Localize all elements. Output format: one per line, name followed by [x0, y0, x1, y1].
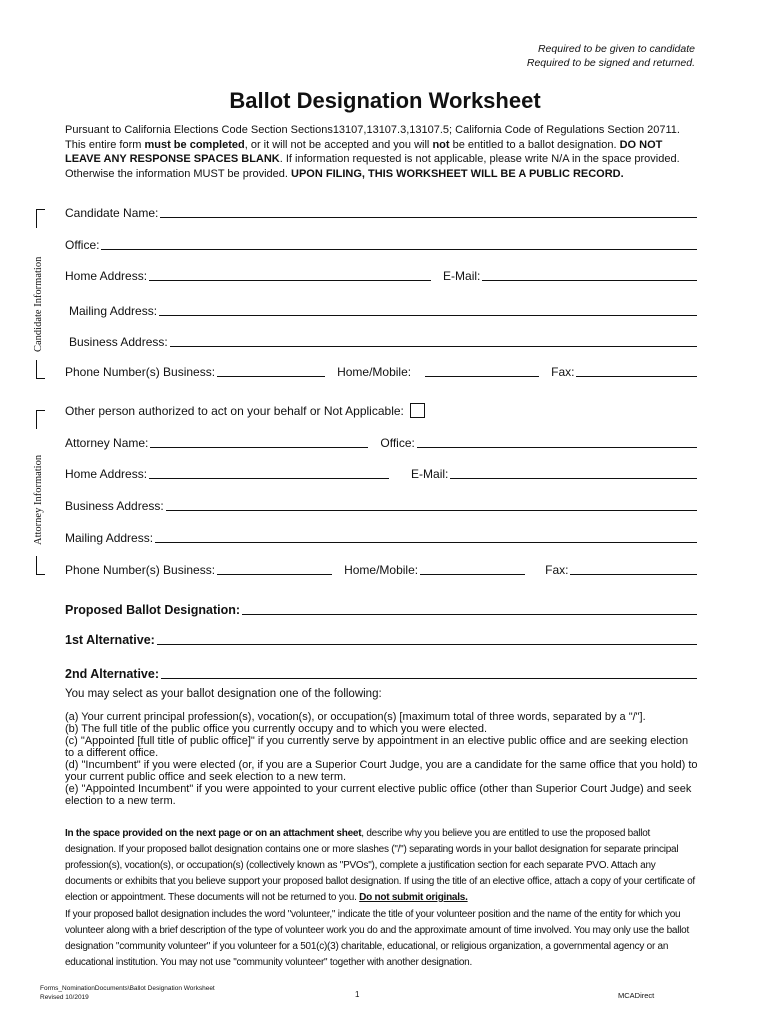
home-address-field[interactable]	[149, 279, 431, 281]
attorney-phone-business-field[interactable]	[217, 573, 332, 575]
header-note	[527, 42, 695, 70]
not-applicable-checkbox[interactable]	[410, 403, 425, 418]
options-intro: You may select as your ballot designation one of the following:	[65, 688, 382, 700]
candidate-name-row	[65, 204, 697, 220]
option-c: (c) "Appointed [full title of public office]" if you currently serve by appointment in an elective public office and are seeking election to a different office.	[65, 735, 689, 759]
first-alternative-row	[65, 631, 697, 647]
attorney-mailing-address-row	[65, 529, 697, 545]
attorney-name-row	[65, 434, 697, 450]
attorney-name-field[interactable]	[150, 446, 368, 448]
header-note-line2: Required to be signed and returned.	[526, 57, 695, 69]
business-address-label: Business Address:	[69, 335, 168, 349]
candidate-bracket-top	[36, 209, 45, 228]
first-alternative-label: 1st Alternative:	[65, 633, 155, 647]
other-person-row	[65, 402, 697, 418]
options-list	[65, 711, 700, 807]
proposed-designation-label: Proposed Ballot Designation:	[65, 603, 241, 617]
attorney-bracket-bottom	[36, 556, 45, 575]
office-label: Office:	[65, 238, 100, 252]
do-not-submit-originals: Do not submit originals.	[359, 892, 468, 903]
candidate-name-field[interactable]	[160, 216, 697, 218]
email-field[interactable]	[482, 279, 697, 281]
option-a: (a) Your current principal profession(s), vocation(s), or occupation(s) [maximum total of three words, separated by a "/"].	[65, 711, 646, 723]
office-row	[65, 236, 697, 252]
justification-paragraph: In the space provided on the next page or on an attachment sheet, describe why you believe you are entitled to use the proposed ballot designation. If your proposed ballot designation contains one or more slashes ("/") separating words in your ballot designation for separate principal profession(s), vocation(s), or occupation(s) (collectively known as "PVOs"), complete a justification section for each separate PVO. Attach any documents or exhibits that you believe support your proposed ballot designation. If using the title of an elective office, attach a copy of your certificate of election or appointment. These documents will not be returned to you. Do not submit originals.	[65, 828, 695, 903]
attorney-mailing-address-label: Mailing Address:	[65, 531, 154, 545]
justification-lead: In the space provided on the next page or on an attachment sheet	[65, 828, 362, 839]
page-number: 1	[355, 990, 360, 999]
attorney-business-address-field[interactable]	[166, 509, 697, 511]
attorney-home-mobile-field[interactable]	[420, 573, 525, 575]
second-alternative-label: 2nd Alternative:	[65, 667, 160, 681]
option-d: (d) "Incumbent" if you were elected (or, if you are a Superior Court Judge, you are a candidate for the same office that you hold) to your current public office and seek election to a new term.	[65, 759, 698, 783]
office-field[interactable]	[101, 248, 697, 250]
attorney-office-label: Office:	[380, 436, 415, 450]
attorney-name-label: Attorney Name:	[65, 436, 149, 450]
proposed-designation-field[interactable]	[242, 613, 697, 615]
attorney-bracket-top	[36, 410, 45, 429]
attorney-fax-field[interactable]	[570, 573, 697, 575]
second-alternative-row	[65, 665, 697, 681]
second-alternative-field[interactable]	[161, 677, 697, 679]
mailing-address-field[interactable]	[159, 314, 697, 316]
phone-business-label: Phone Number(s) Business:	[65, 365, 216, 379]
attorney-phone-business-label: Phone Number(s) Business:	[65, 563, 216, 577]
attorney-home-mobile-label: Home/Mobile:	[344, 563, 419, 577]
fax-field[interactable]	[576, 375, 697, 377]
candidate-section-label: Candidate Information	[33, 256, 44, 352]
email-label: E-Mail:	[443, 269, 481, 283]
attorney-home-address-label: Home Address:	[65, 467, 148, 481]
first-alternative-field[interactable]	[157, 643, 697, 645]
attorney-business-address-row	[65, 497, 697, 513]
attorney-section-label: Attorney Information	[33, 454, 44, 545]
attorney-business-address-label: Business Address:	[65, 499, 164, 513]
home-mobile-label: Home/Mobile:	[337, 365, 412, 379]
option-e: (e) "Appointed Incumbent" if you were appointed to your current elective public office (other than Superior Court Judge) and seek election to a new term.	[65, 783, 692, 807]
attorney-mailing-address-field[interactable]	[155, 541, 697, 543]
phone-business-field[interactable]	[217, 375, 325, 377]
mailing-address-label: Mailing Address:	[69, 304, 158, 318]
option-b: (b) The full title of the public office you currently occupy and to which you were elected.	[65, 723, 488, 735]
proposed-designation-row	[65, 601, 697, 617]
home-address-row	[65, 267, 697, 283]
attorney-office-field[interactable]	[417, 446, 697, 448]
business-address-row	[65, 333, 697, 349]
candidate-name-label: Candidate Name:	[65, 206, 159, 220]
home-mobile-field[interactable]	[425, 375, 539, 377]
attorney-home-address-row	[65, 465, 697, 481]
volunteer-paragraph: If your proposed ballot designation includes the word "volunteer," indicate the title of your volunteer position and the name of the entity for which you volunteer along with a brief description of the type of volunteer work you do and the approximate amount of time involved. You may only use the ballot designation "community volunteer" if you volunteer for a 501(c)(3) charitable, educational, or religious organization, a governmental agency or an educational institution. You may not use "community volunteer" together with another designation.	[65, 909, 690, 968]
attorney-email-label: E-Mail:	[411, 467, 449, 481]
header-note-line1: Required to be given to candidate	[537, 43, 695, 55]
business-address-field[interactable]	[170, 345, 697, 347]
attorney-fax-label: Fax:	[545, 563, 569, 577]
attorney-phone-row	[65, 561, 697, 577]
footer-path: Forms_NominationDocuments\Ballot Designation Worksheet Revised 10/2019	[40, 985, 215, 1001]
intro-paragraph: Pursuant to California Elections Code Section Sections13107,13107.3,13107.5; California Code of Regulations Section 20711. This entire form must be completed, or it will not be accepted and you will not be entitled to a ballot designation. DO NOT LEAVE ANY RESPONSE SPACES BLANK. If information requested is not applicable, please write N/A in the space provided. Otherwise the information MUST be provided. UPON FILING, THIS WORKSHEET WILL BE A PUBLIC RECORD.	[65, 124, 680, 180]
page-title: Ballot Designation Worksheet	[229, 88, 541, 113]
phone-row	[65, 363, 697, 379]
attorney-email-field[interactable]	[450, 477, 697, 479]
fax-label: Fax:	[551, 365, 575, 379]
attorney-home-address-field[interactable]	[149, 477, 389, 479]
home-address-label: Home Address:	[65, 269, 148, 283]
candidate-bracket-bottom	[36, 360, 45, 379]
mailing-address-row	[65, 302, 697, 318]
other-person-label: Other person authorized to act on your behalf or Not Applicable:	[65, 404, 404, 418]
footer-brand: MCADirect	[618, 991, 655, 1000]
